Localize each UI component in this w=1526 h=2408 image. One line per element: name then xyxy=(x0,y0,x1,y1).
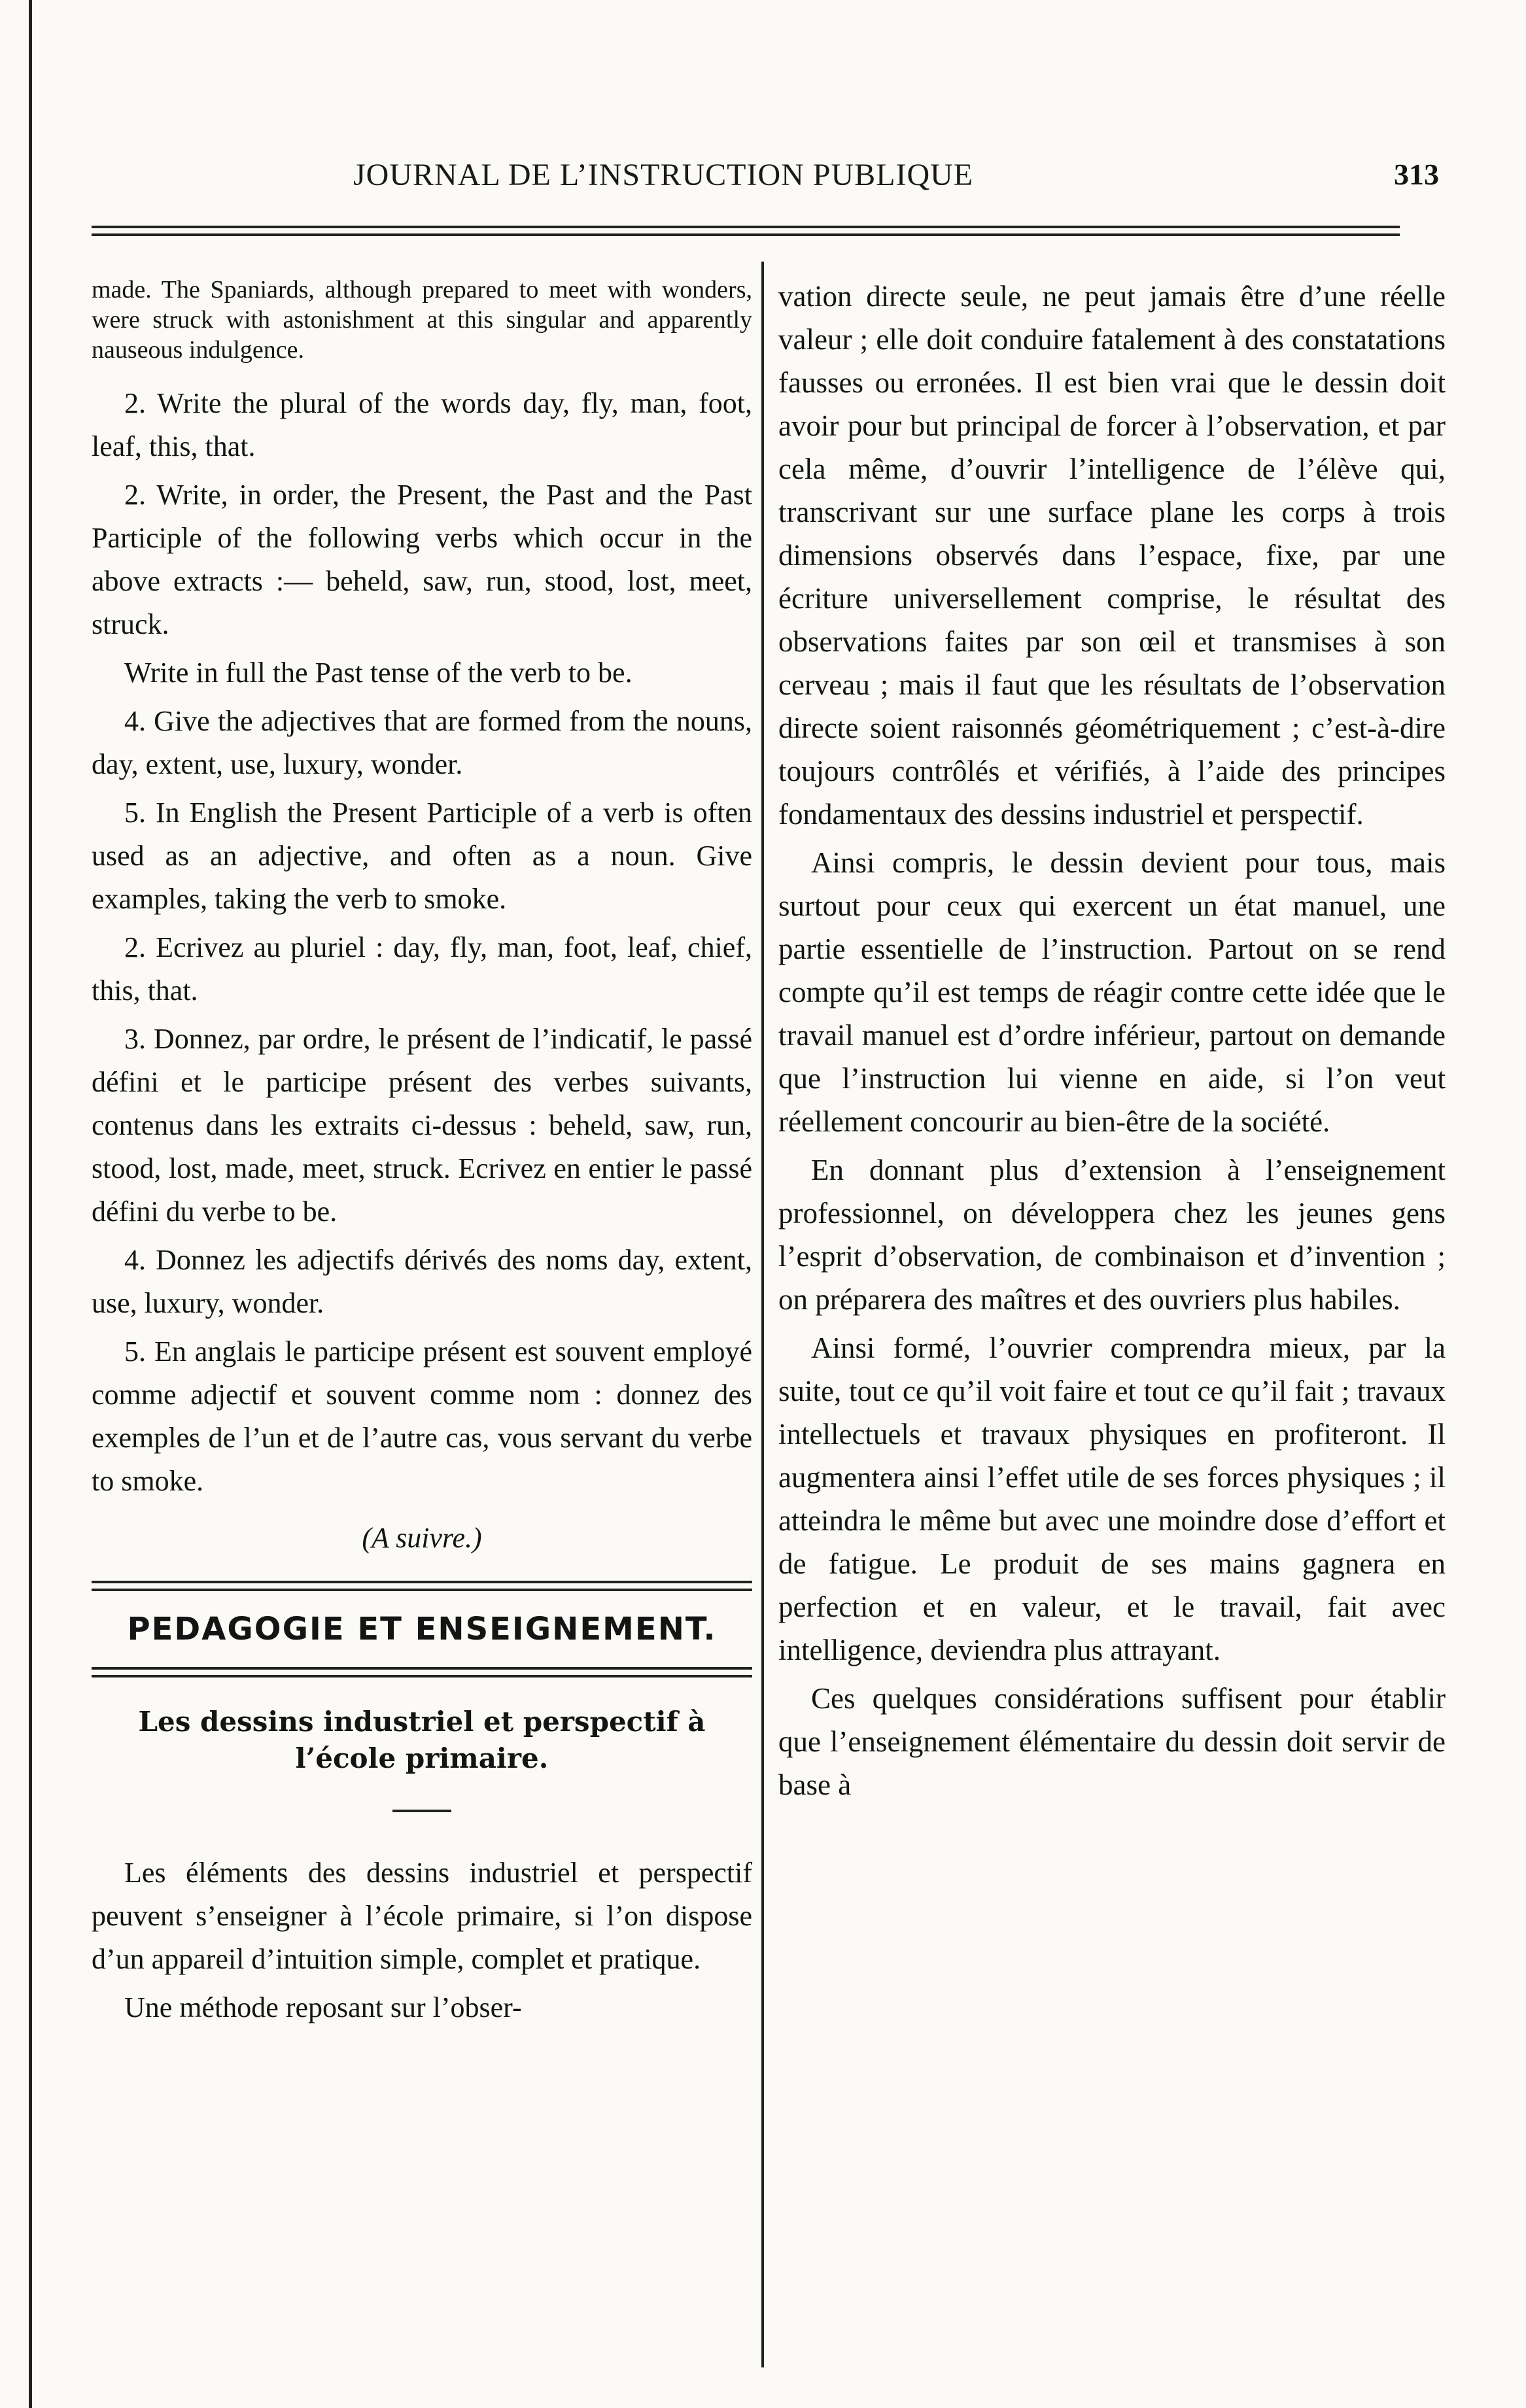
section-rule-top xyxy=(92,1581,752,1591)
a-suivre: (A suivre.) xyxy=(362,1522,482,1554)
left-paragraph: 4. Donnez les adjectifs dérivés des noms day, extent, use, luxury, wonder. xyxy=(92,1244,752,1319)
binding-edge-line xyxy=(29,0,32,2408)
left-paragraph: 5. En anglais le participe présent est souvent employé comme adjectif et souvent comme nom : donnez des exemples de l’un et de l’autre cas, vous servant du verbe to smoke. xyxy=(92,1335,752,1497)
right-paragraph: vation directe seule, ne peut jamais être d’une réelle valeur ; elle doit conduire fatalement à des constatations fausses ou erronées. Il est bien vrai que le dessin doit avoir pour but principal de forcer à l’observation, et par cela même, d’ouvrir l’intelligence de l’élève qui, transcrivant sur une surface plane les corps à trois dimensions observés dans l’espace, fixe, par une écriture universellement comprise, le résultat des observations faites par son œil et transmises à son cerveau ; mais il faut que les résultats de l’observation directe soient raisonnés géométriquement ; c’est-à-dire toujours contrôlés et vérifiés, à l’aide des principes fondamentaux des dessins industriel et perspectif. xyxy=(778,280,1446,831)
page-header xyxy=(98,157,1439,209)
left-paragraph: 2. Write the plural of the words day, fly, man, foot, leaf, this, that. xyxy=(92,387,752,462)
right-paragraph: Ainsi compris, le dessin devient pour tous, mais surtout pour ceux qui exercent un état manuel, une partie essentielle de l’instruction. Partout on se rend compte qu’il est temps de réagir contre cette idée que le travail manuel est d’ordre inférieur, partout on demande que l’instruction lui vienne en aide, si l’on veut réellement concourir au bien-être de la société. xyxy=(778,846,1446,1138)
right-paragraph: Ainsi formé, l’ouvrier comprendra mieux, par la suite, tout ce qu’il voit faire et tout ce qu’il fait ; travaux intellectuels et travaux physiques en profiteront. Il augmentera ainsi l’effet utile de ses forces physiques ; il atteindra le même but avec une moindre dose d’effort et de fatigue. Le produit de ses mains gagnera en perfection et en valeur, et le travail, fait avec intelligence, deviendra plus attrayant. xyxy=(778,1332,1446,1666)
left-paragraph: 3. Donnez, par ordre, le présent de l’indicatif, le passé défini et le participe présent des verbes suivants, contenus dans les extraits ci-dessus : beheld, saw, run, stood, lost, made, meet, struck. Ecrivez en entier le passé défini du verbe to be. xyxy=(92,1023,752,1228)
header-double-rule xyxy=(92,226,1400,241)
article-paragraph: Les éléments des dessins industriel et perspectif peuvent s’enseigner à l’école primaire, si l’on dispose d’un appareil d’intuition simple, complet et pratique. xyxy=(92,1857,752,1975)
running-title: JOURNAL DE L’INSTRUCTION PUBLIQUE xyxy=(353,158,974,192)
section-title: PEDAGOGIE ET ENSEIGNEMENT. xyxy=(127,1611,717,1647)
short-rule xyxy=(392,1810,451,1812)
article-title: Les dessins industriel et perspectif à l’école primaire. xyxy=(138,1706,706,1774)
right-paragraph: En donnant plus d’extension à l’enseignement professionnel, on développera chez les jeunes gens l’esprit d’observation, de combinaison et d’invention ; on préparera des maîtres et des ouvriers plus habiles. xyxy=(778,1154,1446,1316)
left-paragraph: 5. In English the Present Participle of a verb is often used as an adjective, and often as a noun. Give examples, taking the verb to smoke. xyxy=(92,797,752,915)
right-column xyxy=(778,275,1446,1812)
section-rule-bottom xyxy=(92,1667,752,1677)
left-paragraph: 4. Give the adjectives that are formed from the nouns, day, extent, use, luxury, wonder. xyxy=(92,705,752,780)
left-column xyxy=(92,275,752,2035)
left-paragraph: 2. Ecrivez au pluriel : day, fly, man, foot, leaf, chief, this, that. xyxy=(92,931,752,1006)
right-paragraph: Ces quelques considérations suffisent pour établir que l’enseignement élémentaire du dessin doit servir de base à xyxy=(778,1682,1446,1801)
article-paragraph: Une méthode reposant sur l’obser- xyxy=(124,1991,522,2023)
left-intro-paragraph: made. The Spaniards, although prepared to meet with wonders, were struck with astonishment at this singular and apparently nauseous indulgence. xyxy=(92,276,752,364)
left-paragraph: 2. Write, in order, the Present, the Past and the Past Participle of the following verbs which occur in the above extracts :— beheld, saw, run, stood, lost, meet, struck. xyxy=(92,479,752,640)
page-number: 313 xyxy=(1394,158,1439,191)
column-divider xyxy=(761,262,764,2367)
left-paragraph: Write in full the Past tense of the verb to be. xyxy=(124,657,633,689)
